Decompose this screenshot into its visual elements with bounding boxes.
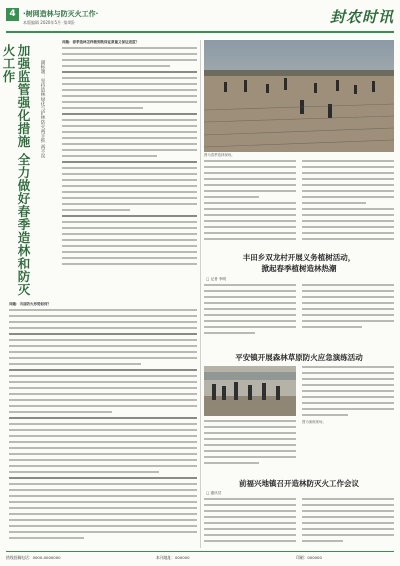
article-3-byline: □ 通讯员 xyxy=(206,491,222,495)
article-1-byline: □ 记者 李明 xyxy=(206,277,227,281)
footer-left: 热线投稿电话：0000-0000000 xyxy=(6,555,61,560)
article-1-body-b xyxy=(302,284,394,344)
drill-photo xyxy=(204,366,296,416)
article-2-title: 平安镇开展森林草原防火应急演练活动 xyxy=(235,353,363,362)
article-2-body-a xyxy=(204,420,296,470)
lead-question-1: 问题：春季造林怎样做到既保证质量又保证进度？ xyxy=(62,40,139,44)
lead-subtitle: 副标题：坚持造林绿化与护林防火两手抓 两不误 xyxy=(40,60,45,159)
text-block xyxy=(62,47,197,265)
photo-caption: 图为春季造林现场。 xyxy=(204,153,235,157)
lead-body-upper xyxy=(62,40,197,300)
masthead: 封农时讯 xyxy=(329,8,394,26)
page-number: 4 xyxy=(6,8,19,21)
article-1-subtitle: 掀起春季植树造林热潮 xyxy=(261,264,337,273)
page-footer xyxy=(6,551,394,562)
planting-photo xyxy=(204,40,394,152)
footer-right: 印刷：000000 xyxy=(296,555,322,560)
lead-question-2: 问题：当前防火形势如何？ xyxy=(9,302,51,306)
header-rule xyxy=(6,31,394,33)
lead-headline: 加强监管强化措施 全力做好春季造林和防灭火工作 xyxy=(1,44,31,296)
text-block xyxy=(9,309,197,539)
article-3-title: 前福兴地镇召开造林防灭火工作会议 xyxy=(239,479,359,488)
article-3-body-a xyxy=(204,498,296,548)
article-2-body-b xyxy=(302,366,394,422)
drill-photo-caption: 图为演练现场。 xyxy=(302,420,326,424)
lead-body-lower xyxy=(9,302,197,548)
story-body-a xyxy=(204,160,296,250)
page-header xyxy=(6,6,394,30)
footer-middle: 本刊地址：000000 xyxy=(156,555,190,560)
article-3-body-b xyxy=(302,498,394,548)
article-1-title: 丰田乡双龙村开展义务植树活动， xyxy=(242,253,356,262)
article-1-body-a xyxy=(204,284,296,344)
column-divider xyxy=(200,40,201,548)
story-body-b xyxy=(302,160,394,250)
section-title: ·树网造林与防灭火工作· xyxy=(23,10,99,18)
issue-line: 本版编辑 2020年5月 ·第4版· xyxy=(23,20,76,25)
